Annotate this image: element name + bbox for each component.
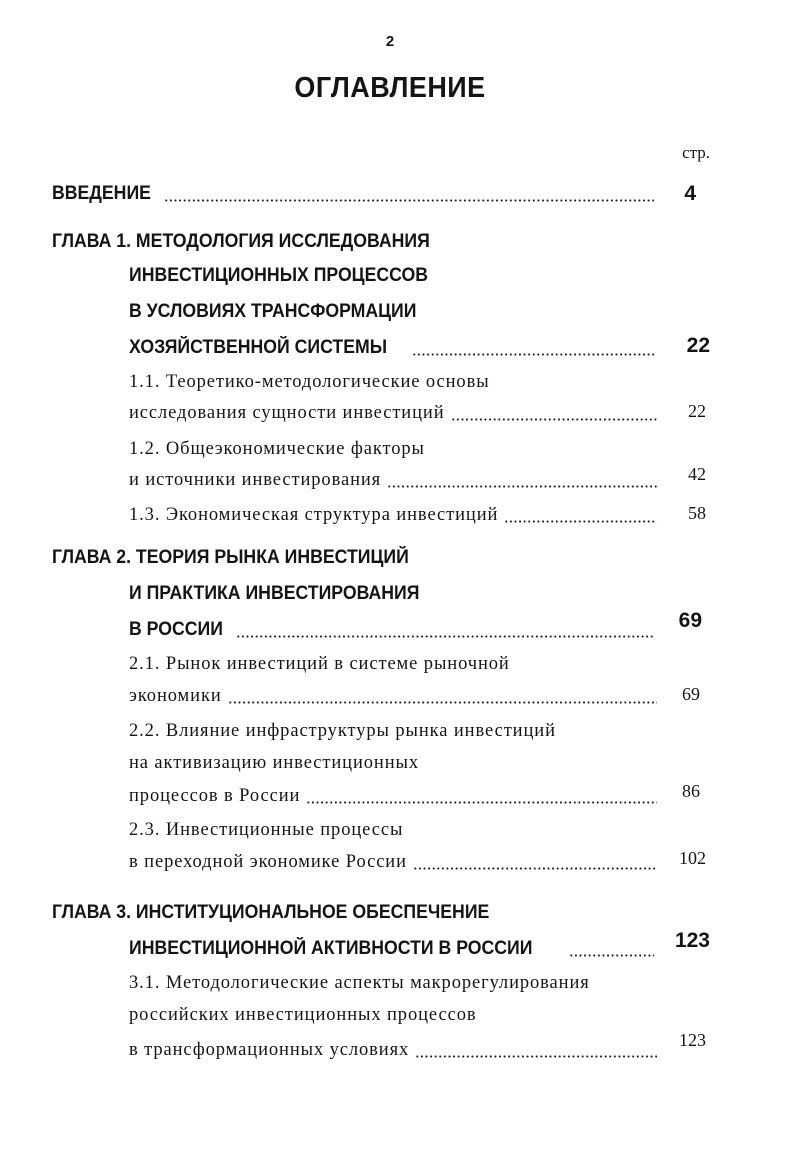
section-2-1-last-line[interactable] [129,684,663,708]
section-1-2-page: 42 [688,464,706,484]
section-1-1-last-line[interactable] [129,401,663,425]
toc-entry-title: экономики [129,686,222,706]
dot-leader [415,1055,657,1058]
section-1-3-line[interactable] [129,503,663,527]
toc-entry-title: исследования сущности инвестиций [129,403,445,423]
toc-entry-title: ИНВЕСТИЦИОННОЙ АКТИВНОСТИ В РОССИИ [129,938,533,959]
chapter-3-title-last-line[interactable] [129,937,660,961]
section-3-1-last-line[interactable] [129,1038,663,1062]
dot-leader [504,520,657,523]
dot-leader [164,199,654,202]
section-2-3-page: 102 [679,848,706,868]
dot-leader [412,353,654,356]
section-3-1-line[interactable]: российских инвестиционных процессов [129,1005,477,1025]
section-1-1-page: 22 [688,401,706,421]
page-column-label: стр. [682,143,710,162]
chapter-1-title-last-line[interactable] [129,336,660,360]
chapter-3-page: 123 [674,929,710,952]
toc-entry-title: ХОЗЯЙСТВЕННОЙ СИСТЕМЫ [129,337,388,358]
section-2-2-page: 86 [682,781,700,801]
section-1-1-line[interactable]: 1.1. Теоретико-методологические основы [129,372,490,392]
dot-leader [387,485,657,488]
toc-entry-title: В РОССИИ [129,619,223,640]
chapter-1-title-line[interactable]: ГЛАВА 1. МЕТОДОЛОГИЯ ИССЛЕДОВАНИЯ [52,231,430,252]
chapter-3-title-line[interactable]: ГЛАВА 3. ИНСТИТУЦИОНАЛЬНОЕ ОБЕСПЕЧЕНИЕ [52,902,490,923]
dot-leader [236,635,654,638]
section-2-2-last-line[interactable] [129,784,663,808]
chapter-1-page: 22 [686,334,710,357]
section-3-1-page: 123 [679,1030,706,1050]
section-2-2-line[interactable]: 2.2. Влияние инфраструктуры рынка инвестиций [129,721,556,741]
chapter-1-title-line[interactable]: ИНВЕСТИЦИОННЫХ ПРОЦЕССОВ [129,265,428,286]
section-1-3-page: 58 [688,503,706,523]
page-title: ОГЛАВЛЕНИЕ [294,72,486,104]
section-1-2-last-line[interactable] [129,468,663,492]
toc-entry-title: в переходной экономике России [129,852,407,872]
chapter-2-title-last-line[interactable] [129,618,660,642]
dot-leader [451,418,657,421]
section-1-2-line[interactable]: 1.2. Общеэкономические факторы [129,439,425,459]
chapter-2-page: 69 [678,609,702,632]
section-2-2-line[interactable]: на активизацию инвестиционных [129,753,420,773]
section-3-1-line[interactable]: 3.1. Методологические аспекты макрорегулирования [129,973,590,993]
section-2-3-last-line[interactable] [129,850,663,874]
toc-entry-title: в трансформационных условиях [129,1040,410,1060]
chapter-2-title-line[interactable]: И ПРАКТИКА ИНВЕСТИРОВАНИЯ [129,583,420,604]
dot-leader [413,867,657,870]
section-2-3-line[interactable]: 2.3. Инвестиционные процессы [129,820,404,840]
toc-entry-intro[interactable] [52,182,660,206]
section-2-1-page: 69 [682,684,700,704]
dot-leader [228,701,657,704]
chapter-2-title-line[interactable]: ГЛАВА 2. ТЕОРИЯ РЫНКА ИНВЕСТИЦИЙ [52,547,409,568]
toc-entry-title: и источники инвестирования [129,470,382,490]
page-number: 2 [385,33,395,50]
dot-leader [569,954,654,957]
toc-entry-title: ВВЕДЕНИЕ [52,183,151,204]
dot-leader [306,801,657,804]
toc-entry-title: 1.3. Экономическая структура инвестиций [129,505,499,525]
toc-entry-title: процессов в России [129,786,301,806]
toc-entry-page: 4 [684,182,696,205]
section-2-1-line[interactable]: 2.1. Рынок инвестиций в системе рыночной [129,654,510,674]
chapter-1-title-line[interactable]: В УСЛОВИЯХ ТРАНСФОРМАЦИИ [129,301,417,322]
